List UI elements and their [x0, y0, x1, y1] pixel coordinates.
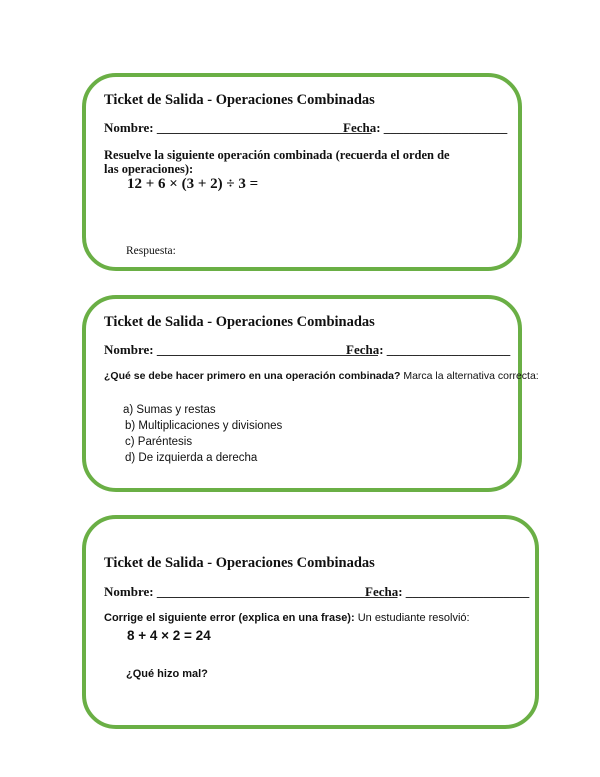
ticket-3-expression: 8 + 4 × 2 = 24: [127, 628, 211, 643]
ticket-2-option-c[interactable]: c) Paréntesis: [125, 436, 193, 448]
ticket-2-question-bold: ¿Qué se debe hacer primero en una operación combinada?: [104, 370, 401, 382]
ticket-1-instruction: Resuelve la siguiente operación combinada (recuerda el orden de las operaciones):: [104, 148, 450, 176]
ticket-1-title: Ticket de Salida - Operaciones Combinadas: [104, 92, 375, 108]
ticket-2-option-d[interactable]: d) De izquierda a derecha: [125, 452, 258, 464]
ticket-3-instruction: [104, 612, 470, 624]
ticket-2-title: Ticket de Salida - Operaciones Combinadas: [104, 314, 375, 330]
ticket-2-question-rest: Marca la alternativa correcta:: [400, 370, 539, 382]
ticket-2-name-field[interactable]: Nombre: __________________________________: [104, 342, 378, 357]
ticket-2-option-a[interactable]: a) Sumas y restas: [123, 404, 216, 416]
ticket-3-instruction-rest: Un estudiante resolvió:: [354, 612, 470, 624]
ticket-3-question: ¿Qué hizo mal?: [126, 668, 208, 680]
ticket-1-expression: 12 + 6 × (3 + 2) ÷ 3 =: [127, 176, 259, 192]
ticket-3-title: Ticket de Salida - Operaciones Combinadas: [104, 555, 375, 571]
ticket-1-date-field[interactable]: Fecha: ___________________: [343, 120, 508, 135]
ticket-2-option-b[interactable]: b) Multiplicaciones y divisiones: [125, 420, 283, 432]
ticket-3-name-field[interactable]: Nombre: _____________________________________: [104, 584, 398, 599]
ticket-2-date-field[interactable]: Fecha: ___________________: [346, 342, 511, 357]
ticket-2-question: [104, 370, 539, 382]
ticket-3-instruction-bold: Corrige el siguiente error (explica en una frase):: [104, 612, 355, 624]
ticket-3-date-field[interactable]: Fecha: ___________________: [365, 584, 530, 599]
ticket-1-name-field[interactable]: Nombre: _________________________________: [104, 120, 372, 135]
ticket-1-answer-label: Respuesta:: [126, 245, 176, 257]
